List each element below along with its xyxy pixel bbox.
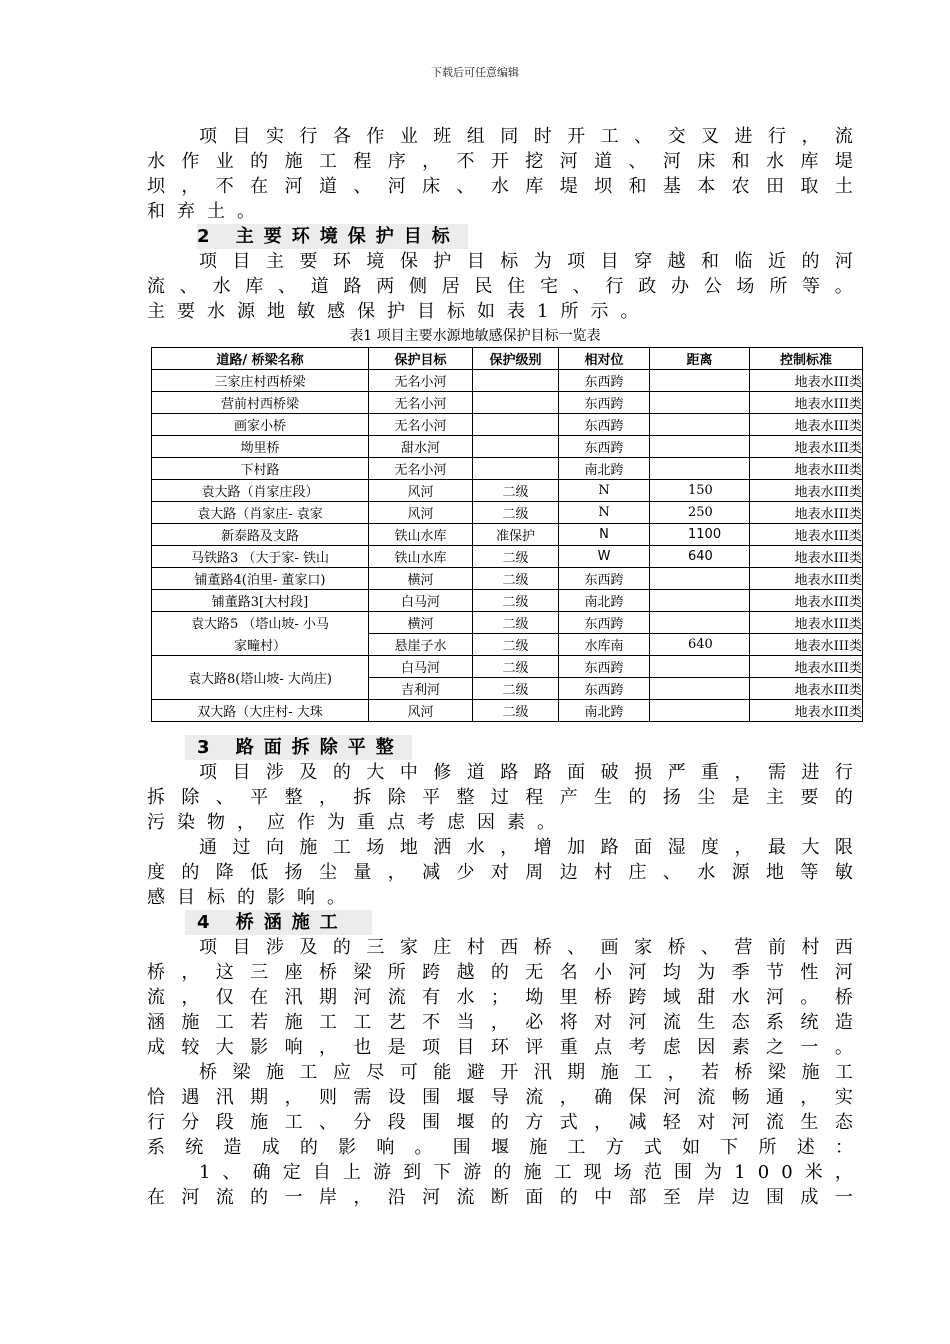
table-cell: 地表水III类: [750, 656, 863, 678]
table-cell: 准保护: [473, 524, 559, 546]
table-cell: [473, 414, 559, 436]
table-cell: 地表水III类: [750, 546, 863, 568]
table-cell: 吉利河: [369, 678, 473, 700]
table-cell: [650, 392, 750, 414]
table-cell: 白马河: [369, 656, 473, 678]
paragraph-protection-targets: [147, 249, 853, 324]
table-cell: 地表水III类: [750, 414, 863, 436]
table-row: [152, 568, 863, 590]
table-cell: 铁山水库: [369, 546, 473, 568]
text-line: 系 统 造 成 的 影 响 。 围 堰 施 工 方 式 如 下 所 述 ：: [147, 1137, 853, 1158]
table-cell: 地表水III类: [750, 480, 863, 502]
table-cell: 铺董路4(泊里- 董家口): [152, 568, 369, 590]
table-cell: 下村路: [152, 458, 369, 480]
text-line: 在 河 流 的 一 岸 ， 沿 河 流 断 面 的 中 部 至 岸 边 围 成 一: [147, 1187, 853, 1208]
table-cell: 横河: [369, 568, 473, 590]
table-cell: 地表水III类: [750, 612, 863, 634]
table-cell: 马铁路3 （大于家- 铁山: [152, 546, 369, 568]
table-cell: 悬崖子水: [369, 634, 473, 656]
table-cell: [650, 568, 750, 590]
table-cell: 东西跨: [559, 568, 650, 590]
table-cell: 南北跨: [559, 458, 650, 480]
table-cell: 风河: [369, 480, 473, 502]
column-header: 保护目标: [369, 348, 473, 370]
table-cell: 地表水III类: [750, 392, 863, 414]
table-cell: 150: [650, 480, 750, 502]
table-caption: 表1 项目主要水源地敏感保护目标一览表: [349, 328, 601, 344]
table-cell: 风河: [369, 502, 473, 524]
table-cell: N: [559, 502, 650, 524]
section-heading-2: 2 主要环境保护目标: [197, 224, 468, 249]
table-cell: 二级: [473, 612, 559, 634]
text-line: 项 目 主 要 环 境 保 护 目 标 为 项 目 穿 越 和 临 近 的 河: [199, 251, 853, 272]
table-cell: 无名小河: [369, 392, 473, 414]
table-cell: 甜水河: [369, 436, 473, 458]
table-cell: 地表水III类: [750, 590, 863, 612]
table-cell: 地表水III类: [750, 524, 863, 546]
table-cell: 新泰路及支路: [152, 524, 369, 546]
table-cell: 地表水III类: [750, 568, 863, 590]
text-line: 和弃土。: [147, 201, 267, 222]
table-cell: 袁大路5 （塔山坡- 小马: [152, 612, 369, 634]
table-cell: 袁大路（肖家庄- 袁家: [152, 502, 369, 524]
table-cell: 铁山水库: [369, 524, 473, 546]
table-cell: 地表水III类: [750, 502, 863, 524]
paragraph-dust-control: [147, 835, 853, 910]
text-line: 桥 梁 施 工 应 尽 可 能 避 开 汛 期 施 工 ， 若 桥 梁 施 工: [199, 1062, 853, 1083]
text-line: 度 的 降 低 扬 尘 量 ， 减 少 对 周 边 村 庄 、 水 源 地 等 敏: [147, 862, 853, 883]
table-cell: 地表水III类: [750, 436, 863, 458]
table-cell: 横河: [369, 612, 473, 634]
table-cell: [473, 436, 559, 458]
table-cell: 南北跨: [559, 590, 650, 612]
table-cell: 风河: [369, 700, 473, 722]
table-row: [152, 546, 863, 568]
table-cell: [473, 392, 559, 414]
paragraph-construction-process: [147, 124, 853, 224]
table-cell: 地表水III类: [750, 700, 863, 722]
table-cell: 白马河: [369, 590, 473, 612]
text-line: 污染物，应作为重点考虑因素。: [147, 812, 567, 833]
column-header: 保护级别: [473, 348, 559, 370]
table-cell: 无名小河: [369, 414, 473, 436]
table-cell: 水库南: [559, 634, 650, 656]
table-row: [152, 612, 863, 634]
column-header: 距离: [650, 348, 750, 370]
table-cell: [650, 436, 750, 458]
table-cell: 地表水III类: [750, 634, 863, 656]
table-row: [152, 700, 863, 722]
table-cell: 三家庄村西桥梁: [152, 370, 369, 392]
table-cell: 东西跨: [559, 414, 650, 436]
paragraph-road-demolition: [147, 760, 853, 835]
table-cell: 地表水III类: [750, 458, 863, 480]
text-line: 流 ， 仅 在 汛 期 河 流 有 水 ； 坳 里 桥 跨 域 甜 水 河 。 桥: [147, 987, 853, 1008]
column-header: 相对位: [559, 348, 650, 370]
table-cell: 二级: [473, 502, 559, 524]
table-cell: 1100: [650, 524, 750, 546]
table-cell: 画家小桥: [152, 414, 369, 436]
table-row: [152, 656, 863, 678]
paragraph-bridge-construction: [147, 935, 853, 1060]
table-cell: 东西跨: [559, 392, 650, 414]
text-line: 感目标的影响。: [147, 887, 357, 908]
table-cell: [650, 414, 750, 436]
text-line: 1 、 确 定 自 上 游 到 下 游 的 施 工 现 场 范 围 为 1 0 0 米 ，: [199, 1162, 853, 1183]
text-line: 项 目 涉 及 的 大 中 修 道 路 路 面 破 损 严 重 ， 需 进 行: [199, 762, 853, 783]
paragraph-flood-season: [147, 1060, 853, 1160]
text-line: 行 分 段 施 工 、 分 段 围 堰 的 方 式 ， 减 轻 对 河 流 生 态: [147, 1112, 853, 1133]
table-header-row: [152, 348, 863, 370]
table-row: [152, 436, 863, 458]
section-heading-3: 3 路面拆除平整: [185, 735, 412, 760]
table-cell: 无名小河: [369, 370, 473, 392]
text-line: 流 、 水 库 、 道 路 两 侧 居 民 住 宅 、 行 政 办 公 场 所 等 。: [147, 276, 853, 297]
table-cell: N: [559, 480, 650, 502]
text-line: 涵 施 工 若 施 工 工 艺 不 当 ， 必 将 对 河 流 生 态 系 统 造: [147, 1012, 853, 1033]
table-cell: 二级: [473, 634, 559, 656]
table-cell: 二级: [473, 568, 559, 590]
table-cell: 二级: [473, 656, 559, 678]
table-cell: 二级: [473, 546, 559, 568]
table-cell: 二级: [473, 678, 559, 700]
table-row: [152, 502, 863, 524]
table-cell: 家疃村）: [152, 634, 369, 656]
table-cell: 东西跨: [559, 612, 650, 634]
text-line: 主要水源地敏感保护目标如表1所示。: [147, 301, 651, 322]
page-header: 下载后可任意编辑: [431, 66, 519, 79]
table-cell: 双大路（大庄村- 大珠: [152, 700, 369, 722]
table-cell: 东西跨: [559, 436, 650, 458]
table-cell: [650, 678, 750, 700]
table-cell: 东西跨: [559, 678, 650, 700]
text-line: 恰 遇 汛 期 ， 则 需 设 围 堰 导 流 ， 确 保 河 流 畅 通 ， 实: [147, 1087, 853, 1108]
table-row: [152, 590, 863, 612]
table-cell: 南北跨: [559, 700, 650, 722]
column-header: 道路/ 桥梁名称: [152, 348, 369, 370]
table-row: [152, 458, 863, 480]
table-cell: 营前村西桥梁: [152, 392, 369, 414]
text-line: 项 目 实 行 各 作 业 班 组 同 时 开 工 、 交 叉 进 行 ， 流: [199, 126, 853, 147]
table-cell: 地表水III类: [750, 678, 863, 700]
table-row: [152, 634, 863, 656]
table-cell: 640: [650, 634, 750, 656]
table-cell: 二级: [473, 590, 559, 612]
table-cell: 二级: [473, 700, 559, 722]
table-cell: [650, 700, 750, 722]
table-cell: 地表水III类: [750, 370, 863, 392]
table-cell: 东西跨: [559, 656, 650, 678]
table-cell: 坳里桥: [152, 436, 369, 458]
table-cell: [650, 590, 750, 612]
table-cell: W: [559, 546, 650, 568]
text-line: 水 作 业 的 施 工 程 序 ， 不 开 挖 河 道 、 河 床 和 水 库 堤: [147, 151, 853, 172]
text-line: 桥 ， 这 三 座 桥 梁 所 跨 越 的 无 名 小 河 均 为 季 节 性 河: [147, 962, 853, 983]
table-cell: 袁大路（肖家庄段）: [152, 480, 369, 502]
table-cell: 640: [650, 546, 750, 568]
column-header: 控制标准: [750, 348, 863, 370]
table-cell: 铺董路3[大村段]: [152, 590, 369, 612]
paragraph-cofferdam-step1: [147, 1160, 853, 1210]
text-line: 坝 ， 不 在 河 道 、 河 床 、 水 库 堤 坝 和 基 本 农 田 取 土: [147, 176, 853, 197]
text-line: 通 过 向 施 工 场 地 洒 水 ， 增 加 路 面 湿 度 ， 最 大 限: [199, 837, 853, 858]
text-line: 项 目 涉 及 的 三 家 庄 村 西 桥 、 画 家 桥 、 营 前 村 西: [199, 937, 853, 958]
table-cell: 袁大路8(塔山坡- 大尚庄): [152, 656, 369, 700]
table-cell: [473, 458, 559, 480]
table-cell: 二级: [473, 480, 559, 502]
text-line: 成 较 大 影 响 ， 也 是 项 目 环 评 重 点 考 虑 因 素 之 一 。: [147, 1037, 853, 1058]
table-cell: [650, 656, 750, 678]
text-line: 拆 除 、 平 整 ， 拆 除 平 整 过 程 产 生 的 扬 尘 是 主 要 的: [147, 787, 853, 808]
table-cell: 东西跨: [559, 370, 650, 392]
table-cell: [650, 458, 750, 480]
table-cell: [650, 370, 750, 392]
table-row: [152, 524, 863, 546]
table-cell: 无名小河: [369, 458, 473, 480]
table-row: [152, 370, 863, 392]
table-cell: [473, 370, 559, 392]
protection-targets-table: [151, 347, 863, 722]
table-cell: 250: [650, 502, 750, 524]
section-heading-4: 4 桥涵施工: [185, 910, 372, 935]
table-cell: N: [559, 524, 650, 546]
table-row: [152, 414, 863, 436]
table-row: [152, 480, 863, 502]
table-cell: [650, 612, 750, 634]
table-row: [152, 392, 863, 414]
